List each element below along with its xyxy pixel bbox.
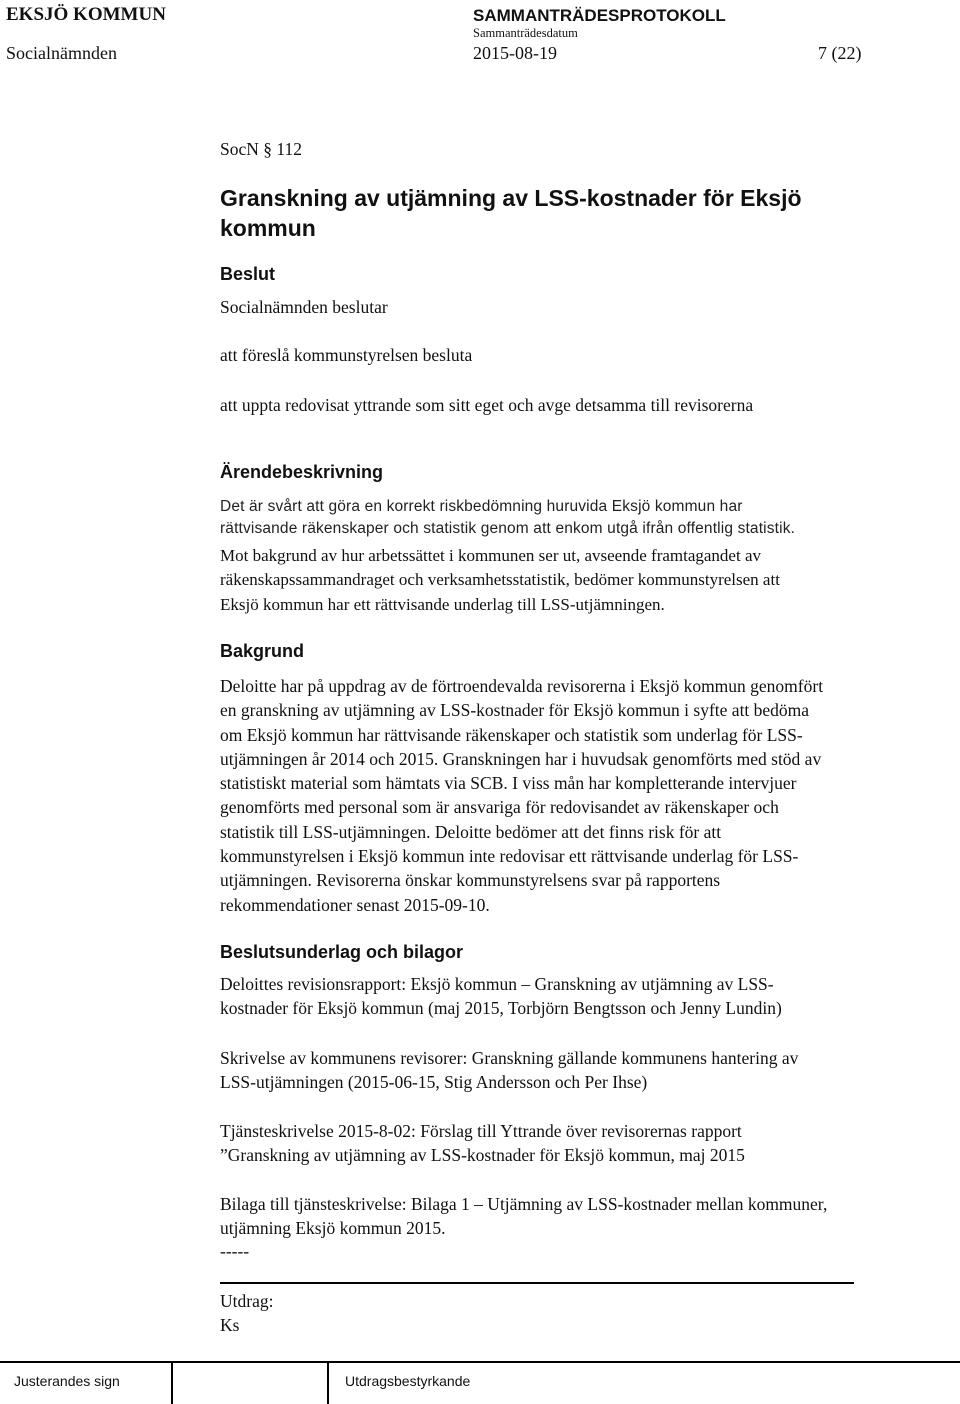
arendebeskrivning-heading: Ärendebeskrivning — [220, 462, 384, 482]
text-line: Skrivelse av kommunens revisorer: Granskning gällande kommunens hantering av — [220, 1048, 799, 1068]
text-line: Bilaga till tjänsteskrivelse: Bilaga 1 – Utjämning av LSS-kostnader mellan kommuner, — [220, 1194, 828, 1214]
bakgrund-text — [220, 676, 823, 919]
page-title-cont: kommun — [220, 215, 316, 241]
arendebeskrivning-text — [220, 498, 795, 543]
underlag-item — [220, 1121, 745, 1170]
arendebeskrivning-text-cont — [220, 546, 780, 619]
meeting-date: 2015-08-19 — [473, 43, 557, 63]
page-number: 7 (22) — [818, 43, 862, 63]
footer-utdragsbestyrkande: Utdragsbestyrkande — [345, 1373, 471, 1389]
utdrag-label: Utdrag: — [220, 1291, 274, 1311]
text-line: en granskning av utjämning av LSS-kostnader för Eksjö kommun i syfte att bedöma — [220, 700, 810, 721]
text-line: rekommendationer senast 2015-09-10. — [220, 894, 490, 915]
text-line: LSS-utjämningen (2015-06-15, Stig Andersson och Per Ihse) — [220, 1072, 648, 1093]
section-number: SocN § 112 — [220, 139, 302, 159]
text-line: Deloitte har på uppdrag av de förtroendevalda revisorerna i Eksjö kommun genomfört — [220, 676, 824, 696]
page-title: Granskning av utjämning av LSS-kostnader för Eksjö — [220, 185, 802, 211]
text-line: Deloittes revisionsrapport: Eksjö kommun – Granskning av utjämning av LSS- — [220, 974, 774, 994]
underlag-item — [220, 974, 782, 1023]
text-line: kommunstyrelsen i Eksjö kommun inte redovisar ett rättvisande underlag för LSS- — [220, 846, 799, 867]
org-name: EKSJÖ KOMMUN — [6, 4, 166, 25]
document-type: SAMMANTRÄDESPROTOKOLL — [473, 6, 726, 25]
beslut-line: att föreslå kommunstyrelsen besluta — [220, 345, 473, 365]
separator-dashes: ----- — [220, 1241, 250, 1261]
text-line: utjämning Eksjö kommun 2015. — [220, 1218, 446, 1239]
beslutsunderlag-heading: Beslutsunderlag och bilagor — [220, 942, 464, 962]
text-line: utjämningen år 2014 och 2015. Granskningen har i huvudsak genomförts med stöd av — [220, 748, 822, 769]
text-line: Mot bakgrund av hur arbetssättet i kommunen ser ut, avseende framtagandet av — [220, 546, 761, 565]
committee-name: Socialnämnden — [6, 43, 117, 63]
text-line: genomförts med personal som är ansvariga för redovisandet av räkenskaper och — [220, 797, 779, 818]
text-line: Eksjö kommun har ett rättvisande underlag till LSS-utjämningen. — [220, 594, 665, 614]
beslut-heading: Beslut — [220, 264, 276, 284]
text-line: statistik till LSS-utjämningen. Deloitte bedömer att det finns risk för att — [220, 821, 722, 842]
text-line: utjämningen. Revisorerna önskar kommunstyrelsens svar på rapportens — [220, 870, 721, 891]
signature-line — [220, 1282, 854, 1284]
text-line: ”Granskning av utjämning av LSS-kostnader för Eksjö kommun, maj 2015 — [220, 1145, 745, 1166]
footer-divider — [327, 1361, 329, 1404]
utdrag-recipient: Ks — [220, 1315, 240, 1335]
bakgrund-heading: Bakgrund — [220, 641, 305, 661]
text-line: statistiskt material som hämtats via SCB. I viss mån har kompletterande intervjuer — [220, 773, 797, 794]
beslut-line: Socialnämnden beslutar — [220, 297, 388, 317]
text-line: Det är svårt att göra en korrekt riskbedömning huruvida Eksjö kommun har — [220, 498, 743, 515]
beslut-line: att uppta redovisat yttrande som sitt eget och avge detsamma till revisorerna — [220, 395, 754, 415]
text-line: om Eksjö kommun har rättvisande räkenskaper och statistik som underlag för LSS- — [220, 724, 803, 745]
text-line: rättvisande räkenskaper och statistik genom att enkom utgå ifrån offentlig statistik. — [220, 520, 796, 538]
footer-rule — [0, 1361, 960, 1363]
footer-divider — [171, 1361, 173, 1404]
underlag-item — [220, 1048, 798, 1097]
text-line: Tjänsteskrivelse 2015-8-02: Förslag till Yttrande över revisorernas rapport — [220, 1121, 742, 1141]
footer-justerandes-sign: Justerandes sign — [14, 1373, 120, 1389]
underlag-item — [220, 1194, 827, 1243]
date-label: Sammanträdesdatum — [473, 26, 578, 40]
text-line: räkenskapssammandraget och verksamhetsstatistik, bedömer kommunstyrelsen att — [220, 570, 780, 590]
text-line: kostnader för Eksjö kommun (maj 2015, Torbjörn Bengtsson och Jenny Lundin) — [220, 998, 782, 1019]
